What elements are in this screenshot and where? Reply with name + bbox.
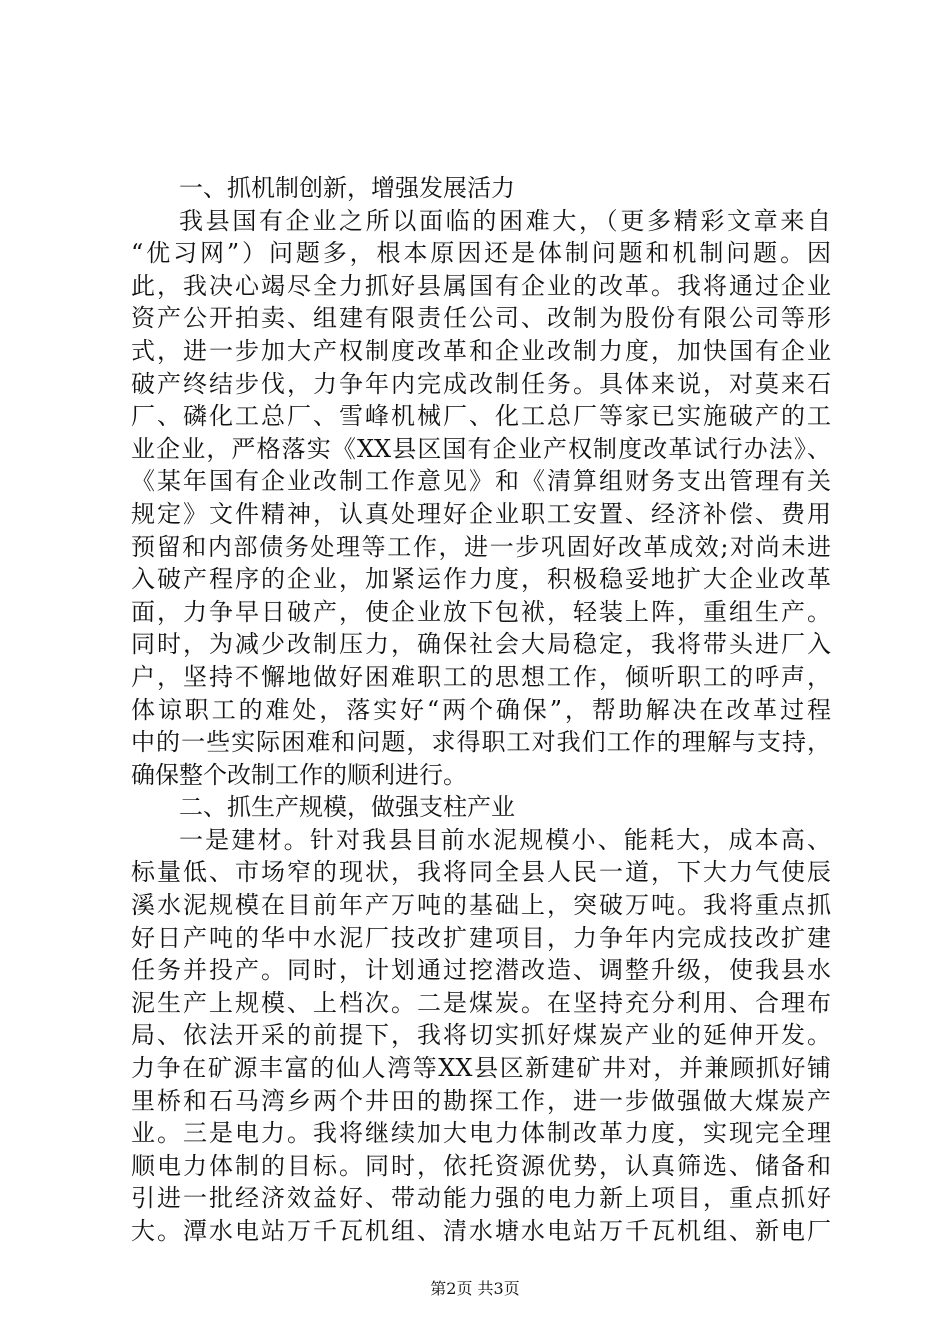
paragraph-line: 标量低、市场窄的现状，我将同全县人民一道，下大力气使辰 (131, 858, 831, 887)
paragraph-line: 确保整个改制工作的顺利进行。 (131, 760, 467, 789)
page-number-footer: 第2页 共3页 (430, 1279, 520, 1298)
paragraph-line: 我县国有企业之所以面临的困难大，（更多精彩文章来自 (179, 206, 831, 235)
paragraph-line: 任务并投产。同时，计划通过挖潜改造、调整升级，使我县水 (131, 956, 831, 985)
paragraph-line: 资产公开拍卖、组建有限责任公司、改制为股份有限公司等形 (131, 304, 831, 333)
section-heading: 二、抓生产规模，做强支柱产业 (179, 793, 515, 822)
paragraph-line: 引进一批经济效益好、带动能力强的电力新上项目，重点抓好 (131, 1184, 831, 1213)
paragraph-line: 局、依法开采的前提下，我将切实抓好煤炭产业的延伸开发。 (131, 1021, 831, 1050)
paragraph-line: 体谅职工的难处，落实好“两个确保”，帮助解决在改革过程 (131, 695, 831, 724)
paragraph-line: 中的一些实际困难和问题，求得职工对我们工作的理解与支持， (131, 728, 831, 757)
section-heading: 一、抓机制创新，增强发展活力 (179, 174, 515, 202)
paragraph-line: 《某年国有企业改制工作意见》和《清算组财务支出管理有关 (131, 467, 831, 496)
paragraph-line: 顺电力体制的目标。同时，依托资源优势，认真筛选、储备和 (131, 1151, 831, 1180)
paragraph-line: 同时，为减少改制压力，确保社会大局稳定，我将带头进厂入 (131, 630, 831, 659)
paragraph-line: 力争在矿源丰富的仙人湾等XX县区新建矿井对，并兼顾抓好铺 (131, 1054, 831, 1083)
document-body (131, 172, 831, 1248)
paragraph-line: 溪水泥规模在目前年产万吨的基础上，突破万吨。我将重点抓 (131, 891, 831, 920)
paragraph-line: 厂、磷化工总厂、雪峰机械厂、化工总厂等家已实施破产的工 (131, 402, 831, 431)
paragraph-line: 预留和内部债务处理等工作，进一步巩固好改革成效;对尚未进 (131, 532, 831, 561)
paragraph-line: “优习网”）问题多，根本原因还是体制问题和机制问题。因 (131, 239, 831, 268)
paragraph-line: 规定》文件精神，认真处理好企业职工安置、经济补偿、费用 (131, 499, 831, 528)
paragraph-line: 业企业，严格落实《XX县区国有企业产权制度改革试行办法》、 (131, 434, 831, 463)
paragraph-line: 业。三是电力。我将继续加大电力体制改革力度，实现完全理 (131, 1119, 831, 1148)
paragraph-line: 泥生产上规模、上档次。二是煤炭。在坚持充分利用、合理布 (131, 988, 831, 1017)
paragraph-line: 好日产吨的华中水泥厂技改扩建项目，力争年内完成技改扩建 (131, 923, 831, 952)
paragraph-line: 大。潭水电站万千瓦机组、清水塘水电站万千瓦机组、新电厂 (131, 1217, 831, 1245)
paragraph-line: 面，力争早日破产，使企业放下包袱，轻装上阵，重组生产。 (131, 597, 831, 626)
paragraph-line: 入破产程序的企业，加紧运作力度，积极稳妥地扩大企业改革 (131, 565, 831, 594)
paragraph-line: 式，进一步加大产权制度改革和企业改制力度，加快国有企业 (131, 336, 831, 365)
paragraph-line: 里桥和石马湾乡两个井田的勘探工作，进一步做强做大煤炭产 (131, 1086, 831, 1115)
paragraph-line: 户，坚持不懈地做好困难职工的思想工作，倾听职工的呼声， (131, 662, 831, 691)
paragraph-line: 破产终结步伐，力争年内完成改制任务。具体来说，对莫来石 (131, 369, 831, 398)
paragraph-line: 此，我决心竭尽全力抓好县属国有企业的改革。我将通过企业 (131, 271, 831, 300)
paragraph-line: 一是建材。针对我县目前水泥规模小、能耗大，成本高、 (179, 825, 831, 854)
